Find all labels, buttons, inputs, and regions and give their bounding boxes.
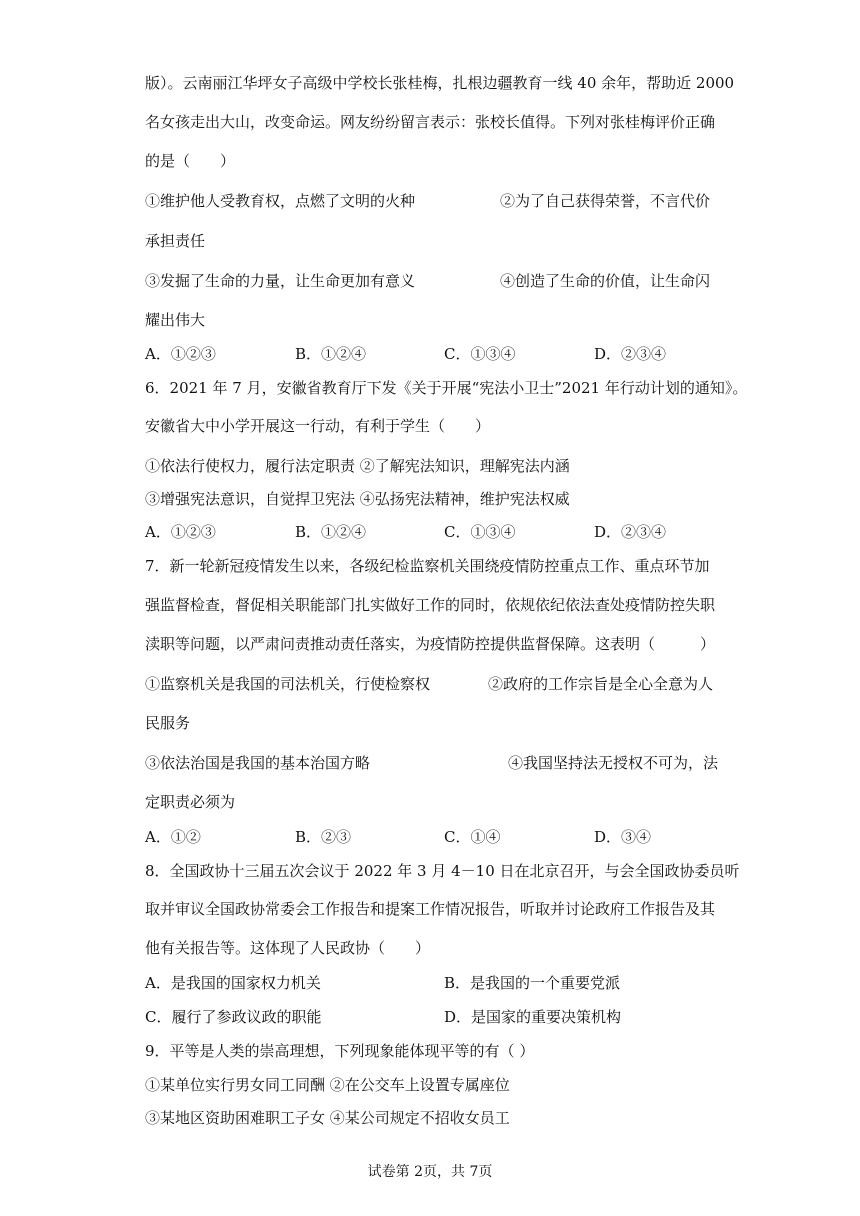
q7-option-b[interactable]: B．②③ <box>295 828 352 846</box>
q6-stem-line: 6．2021 年 7 月，安徽省教育厅下发《关于开展“宪法小卫士”2021 年行动计划的通知》。 <box>145 379 748 397</box>
q7-stem-line: 7．新一轮新冠疫情发生以来，各级纪检监察机关围绕疫情防控重点工作、重点环节加 <box>145 557 710 575</box>
q6-option-d[interactable]: D．②③④ <box>594 523 667 541</box>
q7-statement-4-cont: 定职责必须为 <box>145 793 236 811</box>
q5-statement-2-cont: 承担责任 <box>145 232 206 250</box>
q5-statement-4-cont: 耀出伟大 <box>145 311 206 329</box>
q9-statement-line: ①某单位实行男女同工同酬 ②在公交车上设置专属座位 <box>145 1076 510 1094</box>
q7-option-a[interactable]: A．①② <box>145 828 201 846</box>
q5-option-b[interactable]: B．①②④ <box>295 345 367 363</box>
q7-statement-2: ②政府的工作宗旨是全心全意为人 <box>488 675 714 693</box>
q5-statement-2: ②为了自己获得荣誉，不言代价 <box>500 192 711 210</box>
q8-option-d[interactable]: D．是国家的重要决策机构 <box>444 1008 622 1026</box>
q5-option-d[interactable]: D．②③④ <box>594 345 667 363</box>
q5-statement-1: ①维护他人受教育权，点燃了文明的火种 <box>145 192 416 210</box>
q5-stem-line: 的是（ ） <box>145 152 236 170</box>
q9-statement-line: ③某地区资助困难职工子女 ④某公司规定不招收女员工 <box>145 1109 510 1127</box>
q9-stem-line: 9．平等是人类的崇高理想，下列现象能体现平等的有（ ） <box>145 1042 535 1060</box>
q8-option-b[interactable]: B．是我国的一个重要党派 <box>444 974 621 992</box>
q7-stem-line: 强监督检查，督促相关职能部门扎实做好工作的同时，依规依纪依法查处疫情防控失职 <box>145 596 716 614</box>
q8-stem-line: 取并审议全国政协常委会工作报告和提案工作情况报告，听取并讨论政府工作报告及其 <box>145 900 716 918</box>
q7-statement-1: ①监察机关是我国的司法机关，行使检察权 <box>145 675 431 693</box>
q5-statement-4: ④创造了生命的价值，让生命闪 <box>500 272 711 290</box>
q5-option-c[interactable]: C．①③④ <box>444 345 516 363</box>
q5-stem-line: 版）。云南丽江华坪女子高级中学校长张桂梅，扎根边疆教育一线 40 余年，帮助近 2000 <box>145 74 735 92</box>
q5-option-a[interactable]: A．①②③ <box>145 345 216 363</box>
q8-stem-line: 他有关报告等。这体现了人民政协（ ） <box>145 939 431 957</box>
q7-statement-2-cont: 民服务 <box>145 714 191 732</box>
q8-option-c[interactable]: C．履行了参政议政的职能 <box>145 1008 322 1026</box>
q6-stem-line: 安徽省大中小学开展这一行动，有利于学生（ ） <box>145 417 491 435</box>
q6-statement-line: ③增强宪法意识，自觉捍卫宪法 ④弘扬宪法精神，维护宪法权威 <box>145 490 570 508</box>
q6-statement-line: ①依法行使权力，履行法定职责 ②了解宪法知识，理解宪法内涵 <box>145 457 570 475</box>
q7-option-d[interactable]: D．③④ <box>594 828 652 846</box>
q5-statement-3: ③发掘了生命的力量，让生命更加有意义 <box>145 272 416 290</box>
q7-option-c[interactable]: C．①④ <box>444 828 501 846</box>
q7-statement-3: ③依法治国是我国的基本治国方略 <box>145 754 371 772</box>
q6-option-b[interactable]: B．①②④ <box>295 523 367 541</box>
page-footer: 试卷第 2页，共 7页 <box>367 1164 493 1180</box>
q5-stem-line: 名女孩走出大山，改变命运。网友纷纷留言表示：张校长值得。下列对张桂梅评价正确 <box>145 113 716 131</box>
q8-option-a[interactable]: A．是我国的国家权力机关 <box>145 974 321 992</box>
q7-statement-4: ④我国坚持法无授权不可为，法 <box>508 754 719 772</box>
q6-option-a[interactable]: A．①②③ <box>145 523 216 541</box>
q8-stem-line: 8．全国政协十三届五次会议于 2022 年 3 月 4－10 日在北京召开，与会全国政协委员听 <box>145 862 740 880</box>
q6-option-c[interactable]: C．①③④ <box>444 523 516 541</box>
q7-stem-line: 渎职等问题，以严肃问责推动责任落实，为疫情防控提供监督保障。这表明（ ） <box>145 635 716 653</box>
